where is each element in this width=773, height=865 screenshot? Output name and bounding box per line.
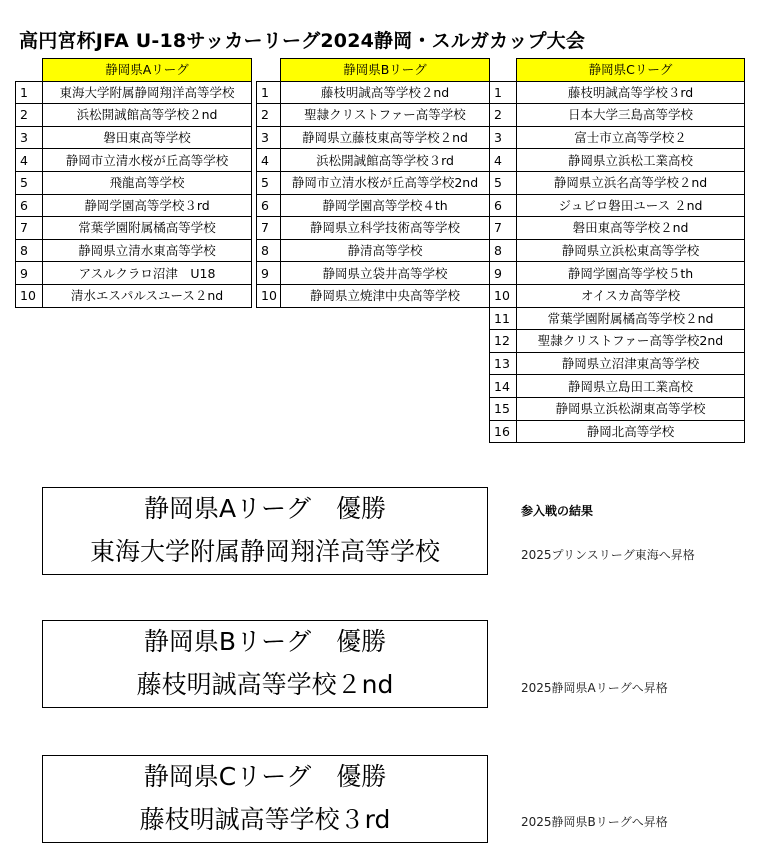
table-row: [490, 217, 745, 240]
rank-number: 10: [257, 284, 281, 307]
table-row: [490, 262, 745, 285]
winner-c-heading: 静岡県Cリーグ 優勝: [143, 762, 387, 791]
team-name: 静岡県立藤枝東高等学校２nd: [281, 126, 490, 149]
table-row: [490, 375, 745, 398]
team-name: 藤枝明誠高等学校２nd: [281, 81, 490, 104]
team-name: 常葉学園附属橘高等学校２nd: [517, 307, 745, 330]
winner-b-heading: 静岡県Bリーグ 優勝: [143, 627, 387, 656]
team-name: 静岡県立浜松工業高校: [517, 149, 745, 172]
rank-number: 1: [490, 81, 517, 104]
rank-number: 10: [490, 284, 517, 307]
rank-number: 13: [490, 352, 517, 375]
team-name: 静岡学園高等学校５th: [517, 262, 745, 285]
winner-a-team: 東海大学附属静岡翔洋高等学校: [89, 537, 440, 566]
team-name: 聖隷クリストファー高等学校2nd: [517, 330, 745, 353]
rank-number: 12: [490, 330, 517, 353]
team-name: 浜松開誠館高等学校２nd: [43, 104, 252, 127]
table-row: [490, 420, 745, 443]
table-row: [257, 262, 490, 285]
rank-number: 11: [490, 307, 517, 330]
team-name: 聖隷クリストファー高等学校: [281, 104, 490, 127]
rank-number: 5: [16, 171, 43, 194]
table-row: [257, 126, 490, 149]
table-row: [490, 194, 745, 217]
team-name: 静岡学園高等学校３rd: [43, 194, 252, 217]
winner-a-note: 2025プリンスリーグ東海へ昇格: [521, 548, 695, 562]
rank-number: 2: [257, 104, 281, 127]
rank-number: 5: [490, 171, 517, 194]
rank-number: 1: [257, 81, 281, 104]
team-name: 磐田東高等学校２nd: [517, 217, 745, 240]
table-row: [257, 239, 490, 262]
rank-number: 8: [257, 239, 281, 262]
rank-number: 10: [16, 284, 43, 307]
league-a-header: 静岡県Aリーグ: [43, 59, 252, 82]
team-name: 静岡県立焼津中央高等学校: [281, 284, 490, 307]
rank-number: 3: [257, 126, 281, 149]
table-row: [490, 81, 745, 104]
rank-number: 9: [490, 262, 517, 285]
table-row: [490, 284, 745, 307]
team-name: 富士市立高等学校２: [517, 126, 745, 149]
team-name: 静岡市立清水桜が丘高等学校2nd: [281, 171, 490, 194]
league-b-table: [256, 58, 490, 308]
rank-number: 4: [490, 149, 517, 172]
team-name: 静岡県立袋井高等学校: [281, 262, 490, 285]
rank-number: 6: [16, 194, 43, 217]
header-spacer: [490, 59, 517, 82]
rank-number: 9: [257, 262, 281, 285]
table-row: [490, 104, 745, 127]
rank-number: 7: [490, 217, 517, 240]
team-name: 静岡県立浜名高等学校２nd: [517, 171, 745, 194]
table-row: [490, 397, 745, 420]
team-name: 東海大学附属静岡翔洋高等学校: [43, 81, 252, 104]
rank-number: 6: [490, 194, 517, 217]
table-row: [490, 239, 745, 262]
winner-a-heading: 静岡県Aリーグ 優勝: [143, 494, 387, 523]
rank-number: 16: [490, 420, 517, 443]
table-row: [490, 149, 745, 172]
team-name: 静岡県立島田工業高校: [517, 375, 745, 398]
table-row: [16, 284, 252, 307]
team-name: 静岡学園高等学校４th: [281, 194, 490, 217]
league-b-header: 静岡県Bリーグ: [281, 59, 490, 82]
table-row: [257, 217, 490, 240]
rank-number: 15: [490, 397, 517, 420]
team-name: ジュビロ磐田ユース ２nd: [517, 194, 745, 217]
team-name: 磐田東高等学校: [43, 126, 252, 149]
table-row: [16, 217, 252, 240]
rank-number: 9: [16, 262, 43, 285]
team-name: 静岡市立清水桜が丘高等学校: [43, 149, 252, 172]
rank-number: 7: [16, 217, 43, 240]
team-name: 静清高等学校: [281, 239, 490, 262]
rank-number: 1: [16, 81, 43, 104]
table-row: [490, 307, 745, 330]
team-name: 静岡県立科学技術高等学校: [281, 217, 490, 240]
rank-number: 2: [16, 104, 43, 127]
table-row: [257, 81, 490, 104]
table-row: [257, 149, 490, 172]
team-name: アスルクラロ沼津 U18: [43, 262, 252, 285]
rank-number: 4: [257, 149, 281, 172]
winner-box-c: [42, 755, 488, 843]
rank-number: 3: [490, 126, 517, 149]
header-spacer: [257, 59, 281, 82]
rank-number: 6: [257, 194, 281, 217]
table-row: [16, 81, 252, 104]
rank-number: 7: [257, 217, 281, 240]
table-row: [490, 352, 745, 375]
rank-number: 5: [257, 171, 281, 194]
rank-number: 8: [16, 239, 43, 262]
winner-b-note: 2025静岡県Aリーグへ昇格: [521, 681, 668, 695]
team-name: オイスカ高等学校: [517, 284, 745, 307]
table-row: [257, 194, 490, 217]
league-c-table: [489, 58, 745, 443]
rank-number: 4: [16, 149, 43, 172]
table-row: [257, 171, 490, 194]
team-name: 浜松開誠館高等学校３rd: [281, 149, 490, 172]
team-name: 静岡県立浜松東高等学校: [517, 239, 745, 262]
table-row: [490, 126, 745, 149]
team-name: 静岡県立清水東高等学校: [43, 239, 252, 262]
team-name: 飛龍高等学校: [43, 171, 252, 194]
table-row: [16, 126, 252, 149]
table-row: [257, 104, 490, 127]
header-spacer: [16, 59, 43, 82]
table-row: [16, 239, 252, 262]
winner-box-a: [42, 487, 488, 575]
team-name: 日本大学三島高等学校: [517, 104, 745, 127]
team-name: 清水エスパルスユース２nd: [43, 284, 252, 307]
table-row: [16, 194, 252, 217]
table-row: [257, 284, 490, 307]
winner-box-b: [42, 620, 488, 708]
league-c-header: 静岡県Cリーグ: [517, 59, 745, 82]
rank-number: 2: [490, 104, 517, 127]
rank-number: 3: [16, 126, 43, 149]
table-row: [490, 330, 745, 353]
team-name: 静岡県立浜松湖東高等学校: [517, 397, 745, 420]
winner-b-team: 藤枝明誠高等学校２nd: [136, 670, 394, 699]
table-row: [16, 104, 252, 127]
rank-number: 8: [490, 239, 517, 262]
rank-number: 14: [490, 375, 517, 398]
team-name: 静岡県立沼津東高等学校: [517, 352, 745, 375]
table-row: [16, 262, 252, 285]
table-row: [16, 171, 252, 194]
table-row: [16, 149, 252, 172]
team-name: 藤枝明誠高等学校３rd: [517, 81, 745, 104]
winner-c-team: 藤枝明誠高等学校３rd: [139, 805, 391, 834]
team-name: 静岡北高等学校: [517, 420, 745, 443]
team-name: 常葉学園附属橘高等学校: [43, 217, 252, 240]
table-row: [490, 171, 745, 194]
league-a-table: [15, 58, 252, 308]
results-heading: 参入戦の結果: [521, 504, 594, 518]
winner-c-note: 2025静岡県Bリーグへ昇格: [521, 815, 668, 829]
page-title: 高円宮杯JFA U-18サッカーリーグ2024静岡・スルガカップ大会: [19, 30, 586, 52]
